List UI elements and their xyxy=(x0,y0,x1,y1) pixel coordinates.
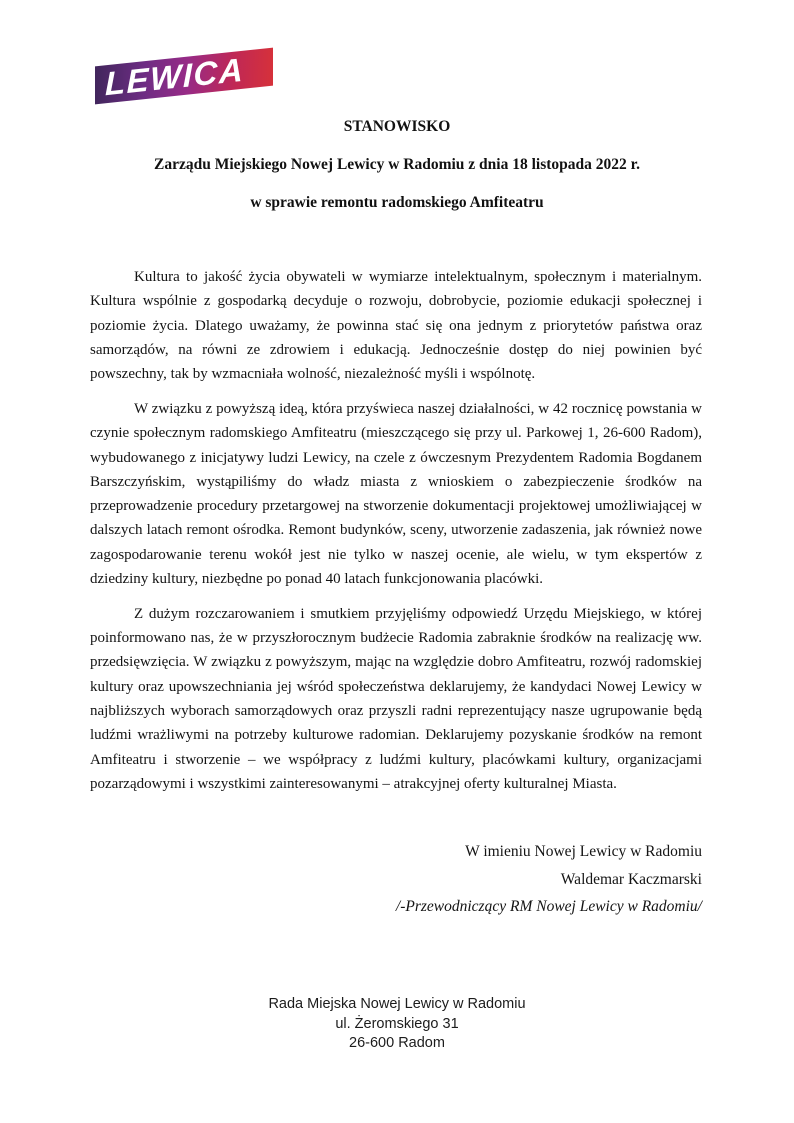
document-header xyxy=(0,115,794,215)
document-title: STANOWISKO xyxy=(343,118,451,135)
document-body xyxy=(0,265,794,796)
document-subtitle-subject: w sprawie remontu radomskiego Amfiteatru xyxy=(250,194,544,211)
footer-organization: Rada Miejska Nowej Lewicy w Radomiu xyxy=(268,995,526,1012)
signature-on-behalf: W imieniu Nowej Lewicy w Radomiu xyxy=(465,843,702,861)
body-paragraph-3: Z dużym rozczarowaniem i smutkiem przyjęliśmy odpowiedź Urzędu Miejskiego, w której poinformowano nas, że w przyszłorocznym budżecie Radomia zabraknie środków na realizację ww. przedsięwzięcia. W związku z powyższym, mając na względzie dobro Amfiteatru, rozwój radomskiej kultury oraz upowszechniania jej wśród społeczeństwa deklarujemy, że kandydaci Nowej Lewicy w najbliższych wyborach samorządowych oraz przyszli radni reprezentujący nasze ugrupowanie będą ludźmi wrażliwymi na potrzeby kulturowe radomian. Deklarujemy pozyskanie środków na remont Amfiteatru i stworzenie – we współpracy z ludźmi kultury, placówkami kultury, organizacjami pozarządowymi i wszystkimi zainteresowanymi – atrakcyjnej oferty kulturalnej Miasta. xyxy=(90,605,702,792)
signature-name: Waldemar Kaczmarski xyxy=(560,870,702,888)
body-paragraph-2: W związku z powyższą ideą, która przyświeca naszej działalności, w 42 rocznicę powstania w czynie społecznym radomskiego Amfiteatru (mieszczącego się przy ul. Parkowej 1, 26-600 Radom), wybudowanego z inicjatywy ludzi Lewicy, na czele z ówczesnym Prezydentem Radomia Bogdanem Barszczyńskim, wystąpiliśmy do władz miasta z wnioskiem o zabezpieczenie środków na przeprowadzenie procedury przetargowej na stworzenie dokumentacji projektowej umożliwiającej w dalszych latach remont ośrodka. Remont budynków, sceny, utworzenie zadaszenia, jak również nowe zagospodarowanie terenu wokół jest nie tylko w naszej ocenie, ale wielu, w tym ekspertów z dziedziny kultury, niezbędne po ponad 40 latach funkcjonowania placówki. xyxy=(90,400,702,588)
document-subtitle-issuer-date: Zarządu Miejskiego Nowej Lewicy w Radomiu z dnia 18 listopada 2022 r. xyxy=(154,156,640,173)
footer-postal-city: 26-600 Radom xyxy=(349,1035,445,1052)
signature-role: /-Przewodniczący RM Nowej Lewicy w Radomiu/ xyxy=(395,898,702,916)
footer-street: ul. Żeromskiego 31 xyxy=(335,1015,459,1032)
lewica-logo xyxy=(95,50,273,103)
lewica-logo-banner xyxy=(95,48,273,105)
footer-address-block xyxy=(0,995,794,1054)
lewica-logo-text: LEWICA xyxy=(105,50,245,103)
body-paragraph-1: Kultura to jakość życia obywateli w wymiarze intelektualnym, społecznym i materialnym. Kultura wspólnie z gospodarką decyduje o rozwoju, dobrobycie, poziomie edukacji społecznej i poziomie życia. Dlatego uważamy, że powinna stać się ona jednym z priorytetów państwa oraz samorządów, na równi ze zdrowiem i edukacją. Jednocześnie dostęp do niej powinien być powszechny, tak by wzmacniała wolność, niezależność myśli i wspólnotę. xyxy=(90,269,702,383)
signature-block xyxy=(0,838,794,921)
